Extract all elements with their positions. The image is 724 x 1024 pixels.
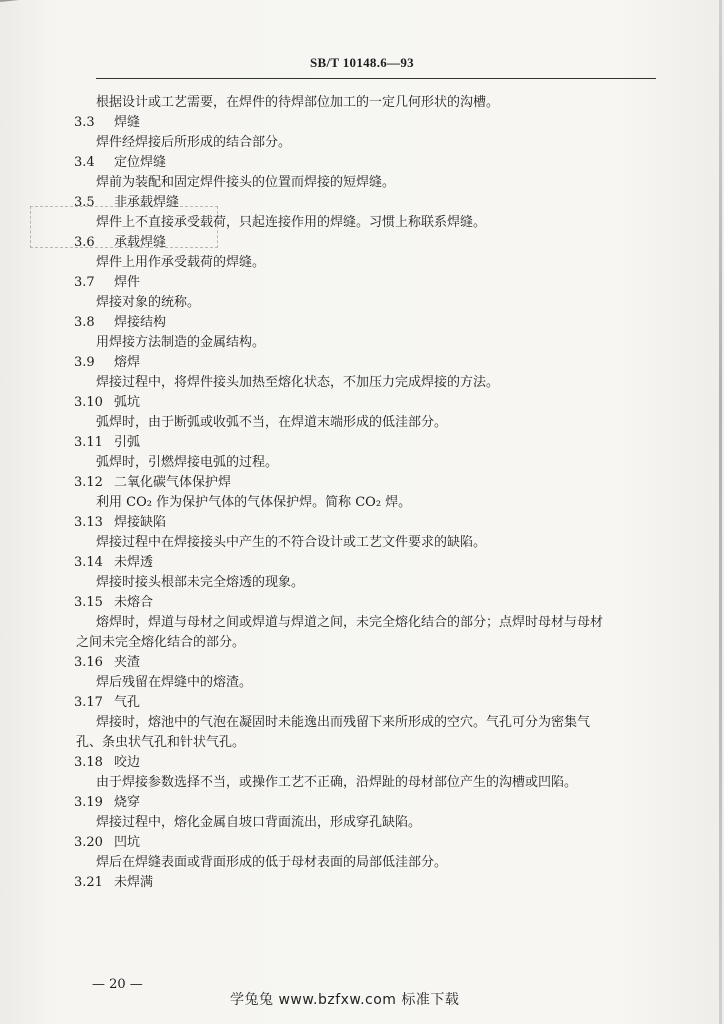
term-title: 二氧化碳气体保护焊 [114,475,232,490]
term-heading [0,753,724,773]
term-title: 烧穿 [114,795,141,810]
term-number: 3.17 [74,695,103,710]
footer-watermark: 学兔兔 www.bzfxw.com 标准下载 [230,992,460,1008]
term-heading [0,433,724,453]
definition-text: 焊接过程中在焊接接头中产生的不符合设计或工艺文件要求的缺陷。 [96,535,487,550]
term-title: 非承载焊缝 [114,195,180,210]
term-number: 3.8 [74,315,95,330]
term-heading [0,693,724,713]
definition-text: 根据设计或工艺需要，在焊件的待焊部位加工的一定几何形状的沟槽。 [96,95,500,110]
term-heading [0,873,724,893]
term-heading [0,273,724,293]
term-title: 熔焊 [114,355,141,370]
term-number: 3.13 [74,515,103,530]
definition-text: 焊接时接头根部未完全熔透的现象。 [96,575,305,590]
term-heading [0,193,724,213]
term-number: 3.9 [74,355,95,370]
term-title: 咬边 [114,755,141,770]
term-number: 3.18 [74,755,103,770]
term-heading [0,393,724,413]
term-title: 焊接结构 [114,315,167,330]
definitions-body [0,93,724,893]
term-heading [0,353,724,373]
term-title: 未焊满 [114,875,154,890]
term-number: 3.7 [74,275,95,290]
term-number: 3.15 [74,595,103,610]
term-heading [0,553,724,573]
page-number: — 20 — [92,977,143,992]
term-title: 焊缝 [114,115,141,130]
definition-text: 孔、条虫状气孔和针状气孔。 [76,735,246,750]
term-number: 3.6 [74,235,95,250]
term-number: 3.3 [74,115,95,130]
term-title: 焊接缺陷 [114,515,167,530]
term-heading [0,793,724,813]
definition-text: 焊件上不直接承受载荷，只起连接作用的焊缝。习惯上称联系焊缝。 [96,215,487,230]
term-number: 3.21 [74,875,103,890]
term-number: 3.11 [74,435,103,450]
scan-artifact [0,0,61,16]
term-number: 3.19 [74,795,103,810]
term-number: 3.14 [74,555,103,570]
term-heading [0,833,724,853]
definition-text: 焊接时，熔池中的气泡在凝固时未能逸出而残留下来所形成的空穴。气孔可分为密集气 [96,715,591,730]
term-heading [0,593,724,613]
term-title: 凹坑 [114,835,141,850]
term-heading [0,233,724,253]
term-number: 3.10 [74,395,103,410]
term-heading [0,513,724,533]
term-heading [0,153,724,173]
definition-text: 利用 CO₂ 作为保护气体的气体保护焊。简称 CO₂ 焊。 [96,495,412,510]
term-title: 气孔 [114,695,141,710]
term-number: 3.20 [74,835,103,850]
term-title: 弧坑 [114,395,141,410]
definition-text: 用焊接方法制造的金属结构。 [96,335,266,350]
term-title: 未熔合 [114,595,154,610]
definition-text: 焊件上用作承受载荷的焊缝。 [96,255,266,270]
term-heading [0,473,724,493]
definition-text: 焊后残留在焊缝中的熔渣。 [96,675,253,690]
term-title: 承载焊缝 [114,235,167,250]
standard-header: SB/T 10148.6—93 [310,55,414,70]
definition-text: 熔焊时，焊道与母材之间或焊道与焊道之间，未完全熔化结合的部分；点焊时母材与母材 [96,615,604,630]
term-number: 3.12 [74,475,103,490]
term-number: 3.5 [74,195,95,210]
definition-text: 焊接过程中，将焊件接头加热至熔化状态，不加压力完成焊接的方法。 [96,375,500,390]
definition-text: 焊件经焊接后所形成的结合部分。 [96,135,292,150]
definition-text: 弧焊时，由于断弧或收弧不当，在焊道末端形成的低洼部分。 [96,415,448,430]
definition-text: 弧焊时，引燃焊接电弧的过程。 [96,455,279,470]
term-title: 定位焊缝 [114,155,167,170]
term-title: 引弧 [114,435,141,450]
term-title: 焊件 [114,275,141,290]
term-number: 3.16 [74,655,103,670]
term-title: 夹渣 [114,655,141,670]
term-heading [0,313,724,333]
term-heading [0,113,724,133]
term-heading [0,653,724,673]
definition-text: 焊接对象的统称。 [96,295,201,310]
header-rule [96,78,656,79]
definition-text: 焊后在焊缝表面或背面形成的低于母材表面的局部低洼部分。 [96,855,448,870]
definition-text: 焊接过程中，熔化金属自坡口背面流出，形成穿孔缺陷。 [96,815,422,830]
term-title: 未焊透 [114,555,154,570]
definition-text: 焊前为装配和固定焊件接头的位置而焊接的短焊缝。 [96,175,396,190]
definition-text: 由于焊接参数选择不当，或操作工艺不正确，沿焊趾的母材部位产生的沟槽或凹陷。 [96,775,578,790]
definition-text: 之间未完全熔化结合的部分。 [76,635,246,650]
term-number: 3.4 [74,155,95,170]
